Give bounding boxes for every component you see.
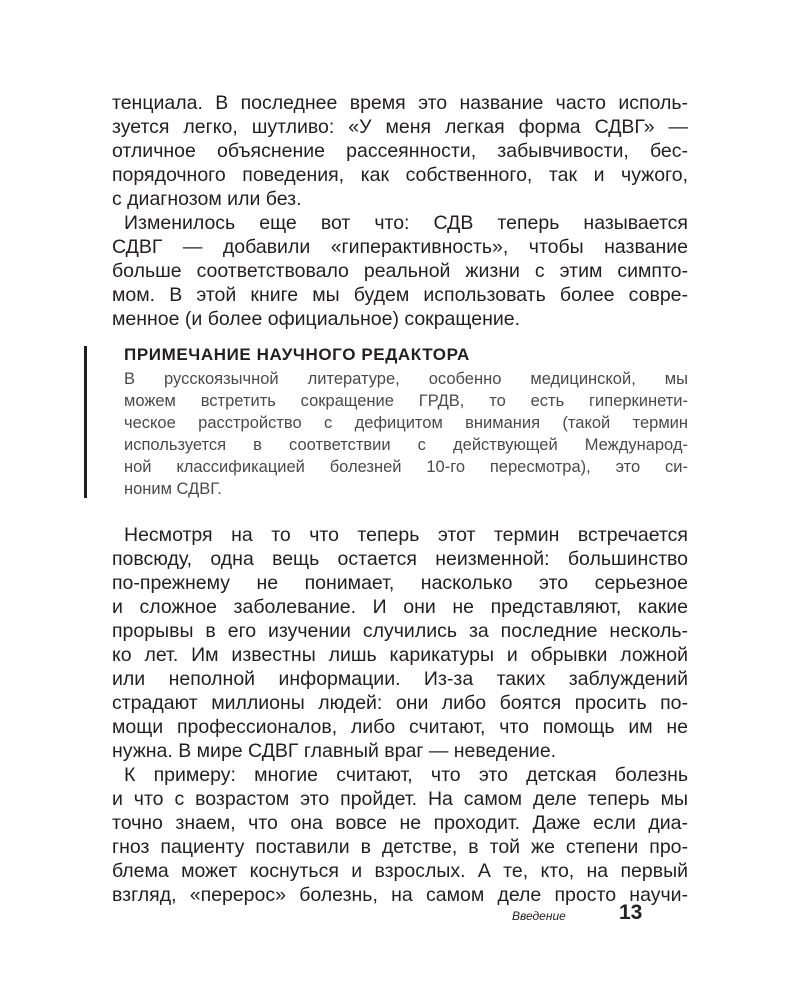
text-line: повсюду, одна вещь остается неизменной: большинство	[112, 548, 688, 570]
text-line: Несмотря на то что теперь этот термин встречается	[124, 524, 688, 546]
text-line: нужна. В мире СДВГ главный враг — неведение.	[112, 740, 557, 762]
text-line: К примеру: многие считают, что это детская болезнь	[124, 764, 688, 786]
text-line: менное (и более официальное) сокращение.	[112, 308, 520, 330]
text-line: и что с возрастом это пройдет. На самом деле теперь мы	[112, 788, 688, 810]
text-line: страдают миллионы людей: они либо боятся просить по-	[112, 692, 688, 714]
note-line: используется в соответствии с действующей Международ-	[124, 436, 688, 454]
text-line: с диагнозом или без.	[112, 188, 302, 210]
text-line: точно знаем, что она вовсе не проходит. Даже если диа-	[112, 812, 688, 834]
text-line: зуется легко, шутливо: «У меня легкая форма СДВГ» —	[112, 116, 688, 138]
note-line: ноним СДВГ.	[124, 480, 222, 498]
note-line: можем встретить сокращение ГРДВ, то есть гиперкинети-	[124, 392, 688, 410]
text-line: отличное объяснение рассеянности, забывчивости, бес-	[112, 140, 688, 162]
note-line: ческое расстройство с дефицитом внимания (такой термин	[124, 414, 688, 432]
text-line: по-прежнему не понимает, насколько это серьезное	[112, 572, 688, 594]
text-line: Изменилось еще вот что: СДВ теперь называется	[124, 212, 688, 234]
text-line: порядочного поведения, как собственного, так и чужого,	[112, 164, 688, 186]
text-line: больше соответствовало реальной жизни с этим симпто-	[112, 260, 688, 282]
note-vertical-rule	[84, 346, 87, 498]
text-line: мом. В этой книге мы будем использовать более совре-	[112, 284, 688, 306]
text-line: взгляд, «перерос» болезнь, на самом деле просто научи-	[112, 884, 688, 906]
text-line: и сложное заболевание. И они не представляют, какие	[112, 596, 688, 618]
text-line: ко лет. Им известны лишь карикатуры и обрывки ложной	[112, 644, 688, 666]
text-line: или неполной информации. Из-за таких заблуждений	[112, 668, 688, 690]
running-footer-section: Введение	[512, 909, 566, 923]
text-line: блема может коснуться и взрослых. А те, кто, на первый	[112, 860, 688, 882]
text-line: прорывы в его изучении случились за последние несколь-	[112, 620, 688, 642]
note-line: ной классификацией болезней 10-го пересмотра), это си-	[124, 458, 688, 476]
page-number: 13	[619, 901, 643, 924]
text-line: мощи профессионалов, либо считают, что помощь им не	[112, 716, 688, 738]
text-line: СДВГ — добавили «гиперактивность», чтобы название	[112, 236, 688, 258]
text-line: тенциала. В последнее время это название часто исполь-	[112, 92, 688, 114]
text-line: гноз пациенту поставили в детстве, в той же степени про-	[112, 836, 688, 858]
note-line: В русскоязычной литературе, особенно медицинской, мы	[124, 370, 688, 388]
note-title: ПРИМЕЧАНИЕ НАУЧНОГО РЕДАКТОРА	[124, 345, 470, 364]
